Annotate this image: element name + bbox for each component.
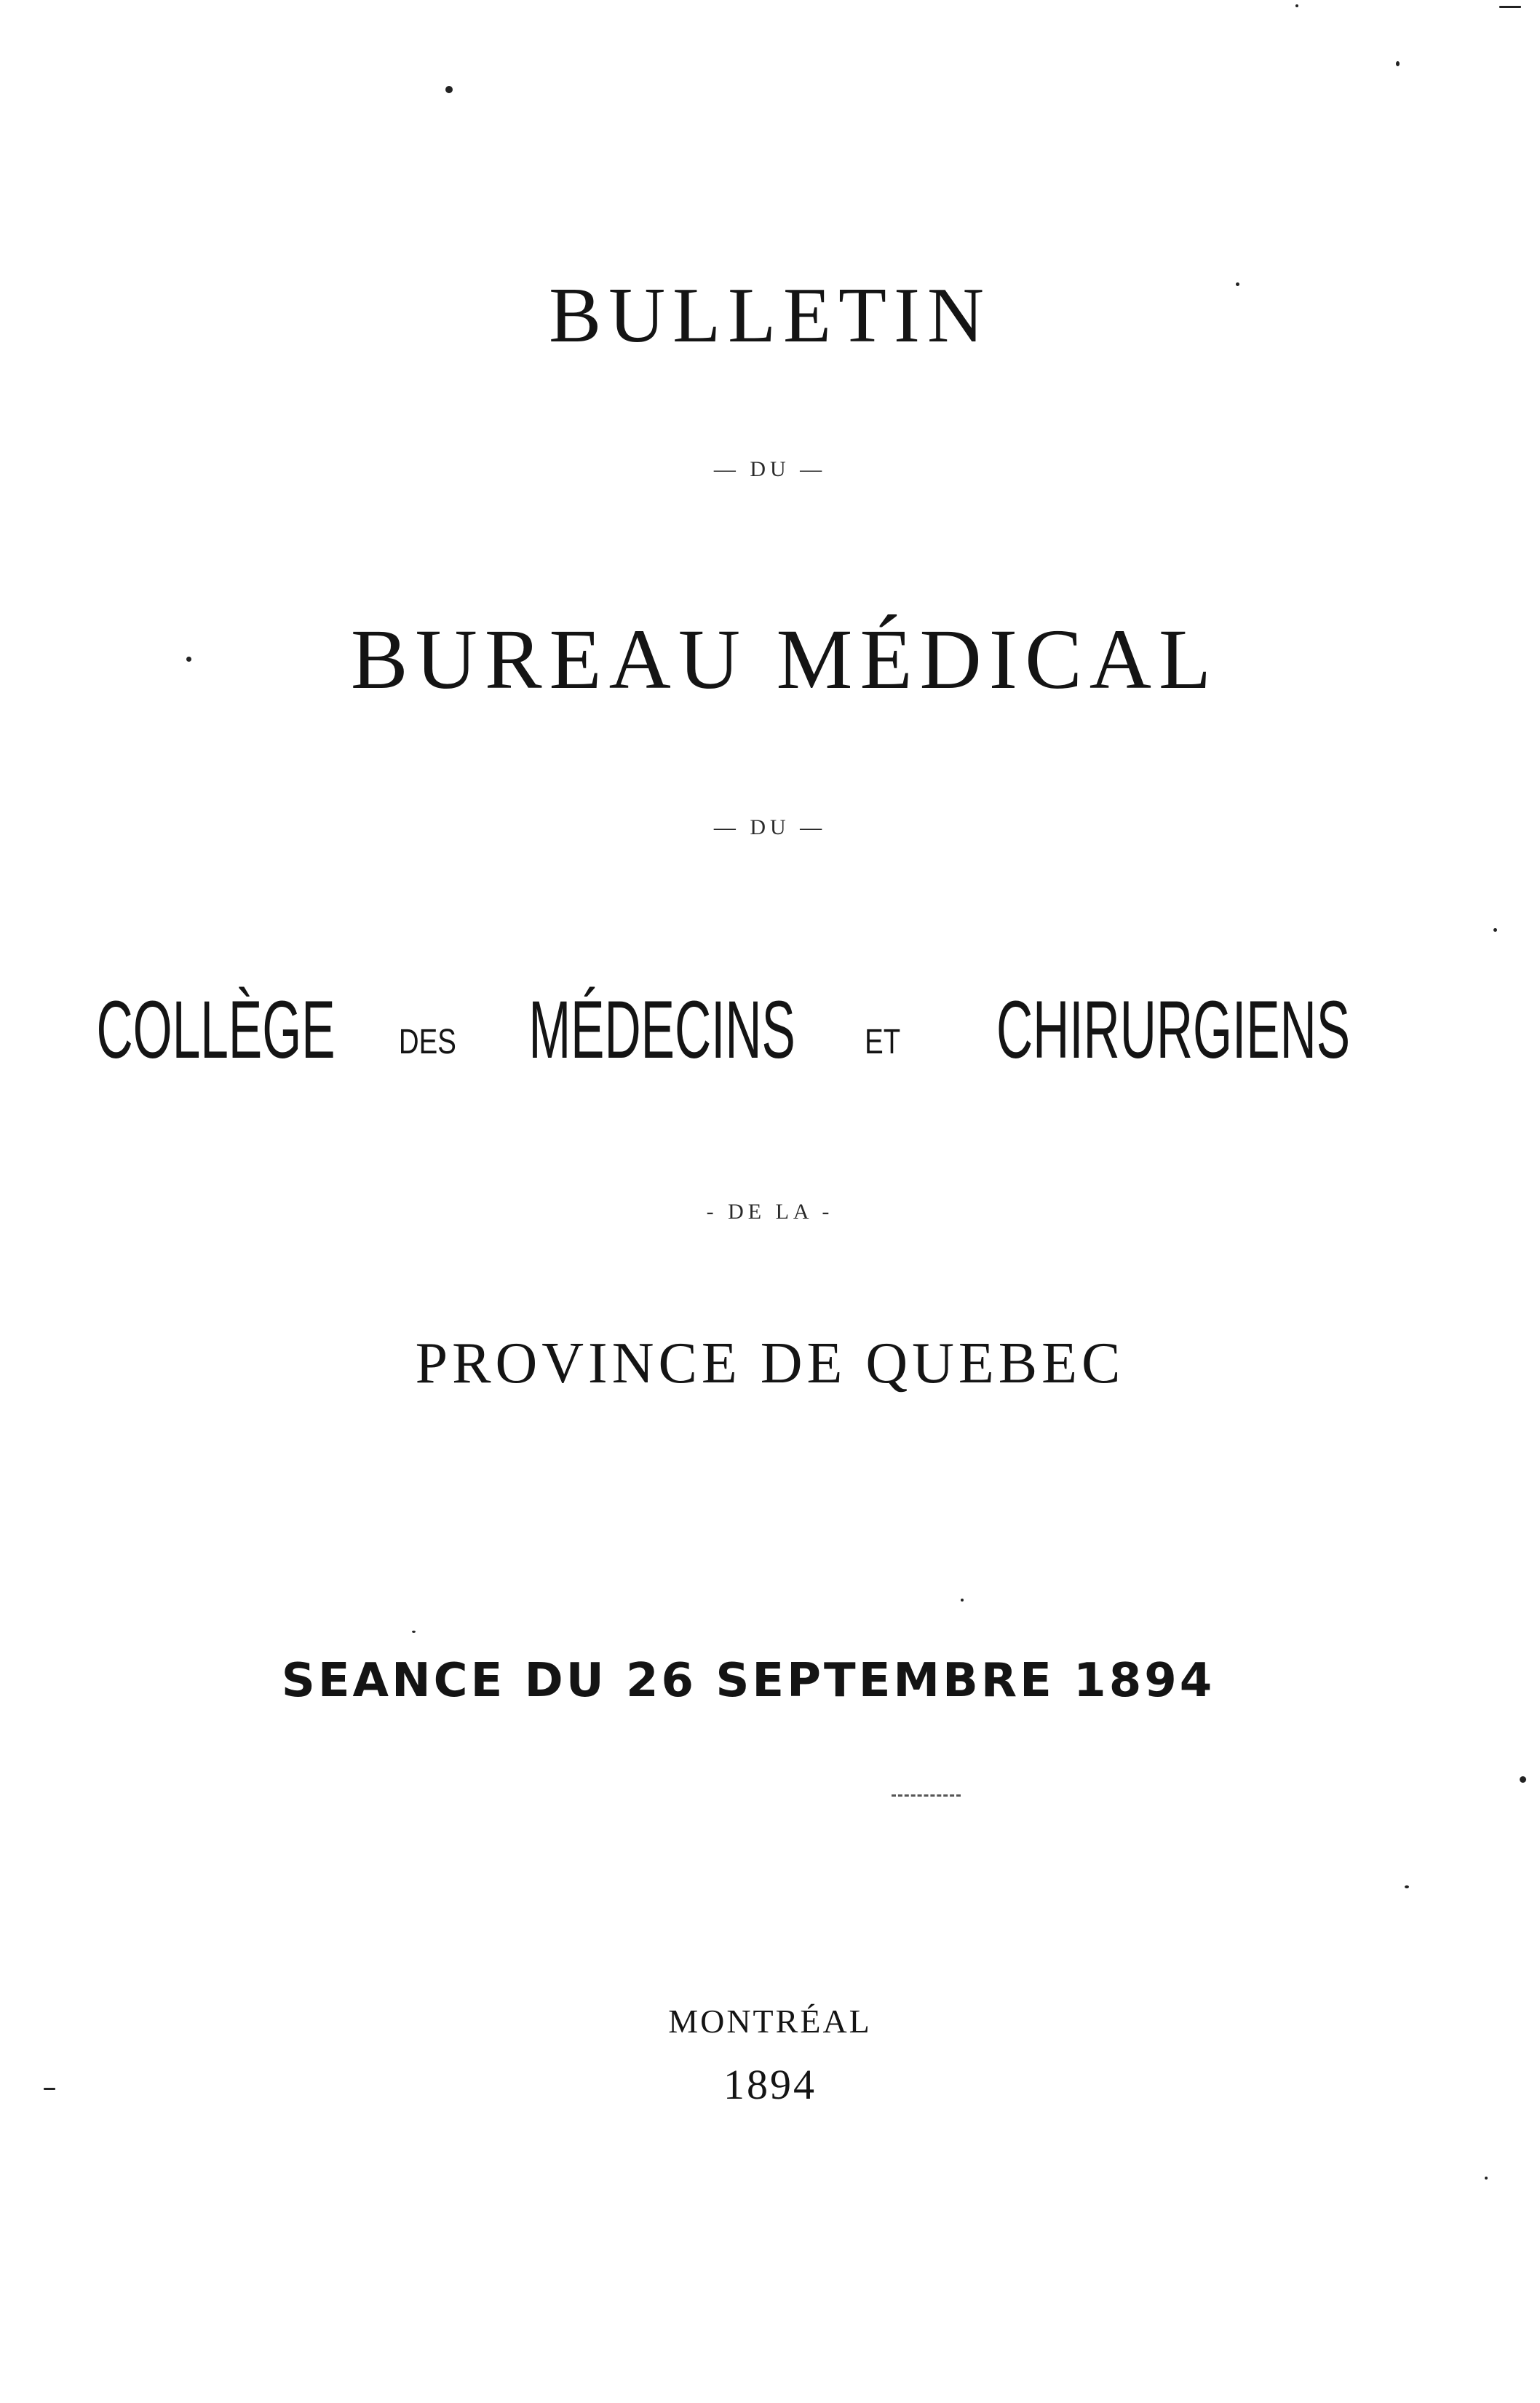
province-heading: PROVINCE DE QUEBEC	[415, 1331, 1125, 1396]
scan-speck	[412, 1631, 416, 1633]
scan-speck	[44, 2088, 55, 2090]
scan-speck	[1485, 2177, 1488, 2180]
connector-du-2: — DU —	[713, 815, 827, 839]
bureau-medical-heading: BUREAU MÉDICAL	[350, 611, 1219, 707]
scan-speck	[1405, 1885, 1409, 1888]
scan-speck	[186, 657, 191, 662]
scan-speck	[1520, 1776, 1526, 1783]
short-divider	[892, 1794, 961, 1797]
scan-speck	[1499, 6, 1521, 8]
scan-speck	[1236, 282, 1239, 286]
scan-speck	[1396, 61, 1400, 66]
publication-year: 1894	[723, 2061, 817, 2108]
bulletin-title: BULLETIN	[549, 272, 991, 359]
medecins-word: MÉDECINS	[528, 984, 795, 1075]
connector-de-la: - DE LA -	[706, 1200, 834, 1224]
scan-speck	[961, 1599, 964, 1602]
scan-speck	[1493, 928, 1497, 932]
scan-speck	[1295, 4, 1298, 7]
publication-city: MONTRÉAL	[668, 2003, 872, 2040]
scan-speck	[445, 86, 453, 93]
des-word: DES	[398, 1023, 456, 1061]
connector-du-1: — DU —	[713, 457, 827, 481]
college-word: COLLÈGE	[96, 984, 336, 1075]
college-heading	[0, 983, 1511, 1077]
et-word: ET	[865, 1023, 901, 1061]
seance-date-stamp: SEANCE DU 26 SEPTEMBRE 1894	[281, 1654, 1215, 1708]
chirurgiens-word: CHIRURGIENS	[996, 984, 1351, 1075]
